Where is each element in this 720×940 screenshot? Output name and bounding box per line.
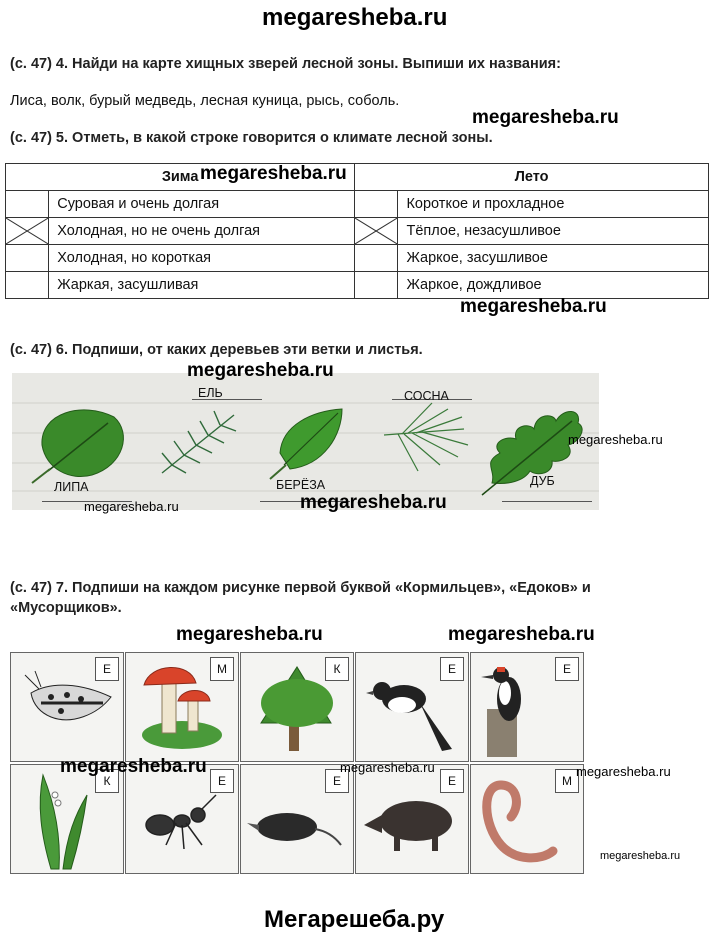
mark-cell[interactable] xyxy=(6,191,49,218)
watermark: megaresheba.ru xyxy=(460,296,607,317)
winter-cell: Жаркая, засушливая xyxy=(49,272,355,299)
winter-cell: Суровая и очень долгая xyxy=(49,191,355,218)
watermark: megaresheba.ru xyxy=(568,432,663,447)
boar-icon xyxy=(364,801,452,851)
winter-cell: Холодная, но короткая xyxy=(49,245,355,272)
winter-cell: Холодная, но не очень долгая xyxy=(49,218,355,245)
summer-cell: Короткое и прохладное xyxy=(398,191,709,218)
table-row xyxy=(6,272,709,299)
lily-of-the-valley-icon xyxy=(40,775,87,869)
watermark: megaresheba.ru xyxy=(600,850,681,862)
summer-cell: Жаркое, дождливое xyxy=(398,272,709,299)
letter-box[interactable]: М xyxy=(555,769,579,793)
pine-branch-icon xyxy=(384,403,468,471)
label-oak: ДУБ xyxy=(530,474,555,488)
task7-question-line1: (с. 47) 7. Подпиши на каждом рисунке первой буквой «Кормильцев», «Едоков» и xyxy=(10,580,591,596)
watermark: megaresheba.ru xyxy=(472,107,619,128)
cell-lily xyxy=(10,764,124,874)
watermark: megaresheba.ru xyxy=(84,499,179,514)
mark-cell[interactable] xyxy=(355,272,398,299)
summer-cell: Тёплое, незасушливое xyxy=(398,218,709,245)
watermark: megaresheba.ru xyxy=(576,764,671,779)
table-row xyxy=(6,218,709,245)
task6-question: (с. 47) 6. Подпиши, от каких деревьев эти ветки и листья. xyxy=(10,342,423,358)
table-row xyxy=(6,245,709,272)
cell-ant xyxy=(125,764,239,874)
mark-cell[interactable] xyxy=(355,191,398,218)
letter-box[interactable]: Е xyxy=(95,657,119,681)
birch-leaf-icon xyxy=(270,409,342,479)
tree-icon xyxy=(261,667,333,751)
mark-cell[interactable] xyxy=(6,245,49,272)
ant-icon xyxy=(146,795,216,849)
letter-box[interactable]: Е xyxy=(325,769,349,793)
label-spruce: ЕЛЬ xyxy=(198,386,223,400)
task4-question: (с. 47) 4. Найди на карте хищных зверей лесной зоны. Выпиши их названия: xyxy=(10,56,561,72)
cell-flycatcher xyxy=(355,652,469,762)
cell-shrew xyxy=(240,764,354,874)
cross-mark-icon[interactable] xyxy=(355,218,398,245)
letter-box[interactable]: К xyxy=(95,769,119,793)
cell-boar xyxy=(355,764,469,874)
watermark: megaresheba.ru xyxy=(340,760,435,775)
letter-box[interactable]: Е xyxy=(210,769,234,793)
header-winter: Зима xyxy=(6,164,355,191)
summer-cell: Жаркое, засушливое xyxy=(398,245,709,272)
table-row xyxy=(6,191,709,218)
watermark: megaresheba.ru xyxy=(60,756,207,777)
watermark: megaresheba.ru xyxy=(187,360,334,381)
watermark: megaresheba.ru xyxy=(300,492,447,513)
mark-cell[interactable] xyxy=(355,245,398,272)
label-linden: ЛИПА xyxy=(54,480,89,494)
task7-question-line2: «Мусорщиков». xyxy=(10,600,122,616)
label-birch: БЕРЁЗА xyxy=(276,478,326,492)
spruce-branch-icon xyxy=(162,411,236,473)
cell-woodpecker xyxy=(470,652,584,762)
letter-box[interactable]: К xyxy=(325,657,349,681)
cell-moth xyxy=(10,652,124,762)
mark-cell[interactable] xyxy=(6,272,49,299)
task4-answer: Лиса, волк, бурый медведь, лесная куница, рысь, соболь. xyxy=(10,93,400,109)
label-pine: СОСНА xyxy=(404,389,449,403)
task5-question: (с. 47) 5. Отметь, в какой строке говорится о климате лесной зоны. xyxy=(10,130,493,146)
bird-icon xyxy=(366,682,452,751)
header-watermark: megaresheba.ru xyxy=(262,4,448,31)
earthworm-icon xyxy=(487,785,553,858)
shrew-icon xyxy=(247,813,341,845)
cell-tree xyxy=(240,652,354,762)
header-summer: Лето xyxy=(355,164,709,191)
letter-box[interactable]: Е xyxy=(440,769,464,793)
letter-box[interactable]: Е xyxy=(440,657,464,681)
woodpecker-icon xyxy=(481,667,521,757)
letter-box[interactable]: Е xyxy=(555,657,579,681)
linden-leaf-icon xyxy=(32,410,123,483)
watermark: megaresheba.ru xyxy=(176,624,323,645)
footer-watermark: Мегарешеба.ру xyxy=(264,906,445,933)
climate-table xyxy=(5,163,709,299)
watermark: megaresheba.ru xyxy=(448,624,595,645)
cross-mark-icon[interactable] xyxy=(6,218,49,245)
cell-mushrooms xyxy=(125,652,239,762)
cell-earthworm xyxy=(470,764,584,874)
letter-box[interactable]: М xyxy=(210,657,234,681)
watermark: megaresheba.ru xyxy=(200,163,347,184)
